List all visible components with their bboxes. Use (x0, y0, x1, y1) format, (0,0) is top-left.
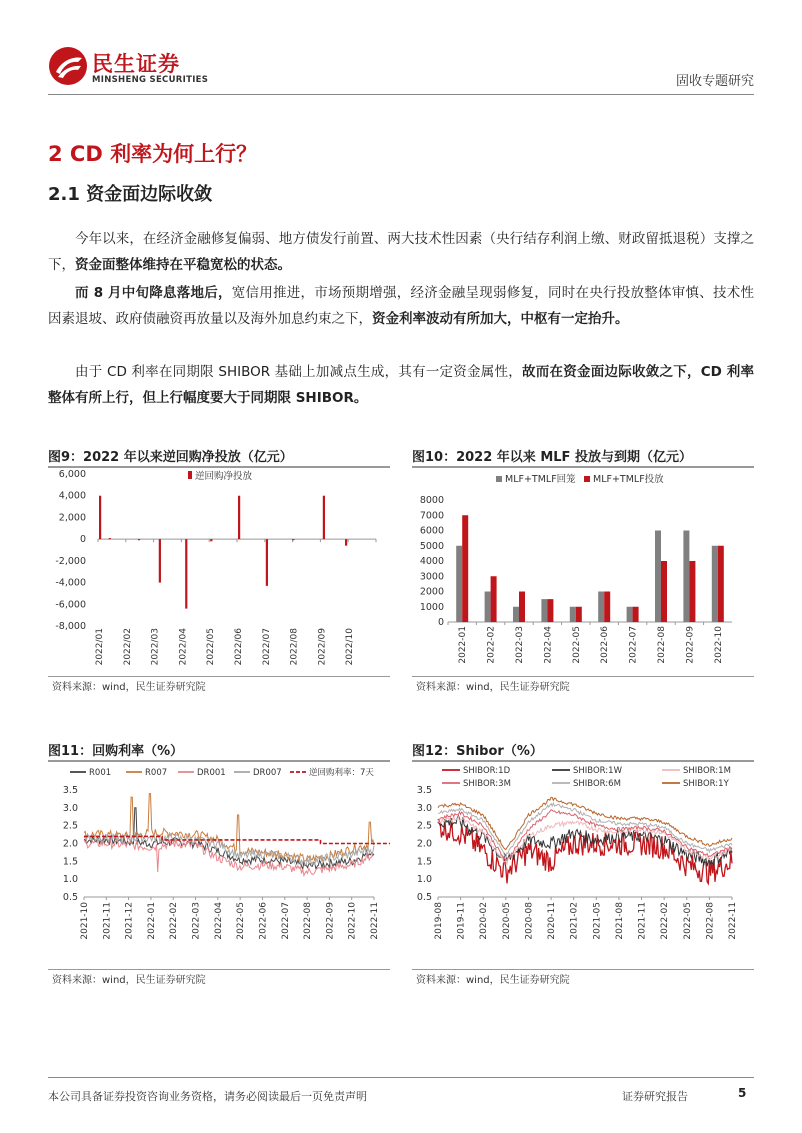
figure-11-title: 图11：回购利率（%） (48, 740, 390, 762)
x-tick-label: 2019-08 (434, 902, 444, 940)
figure-9-chart (48, 468, 390, 678)
figure-9-source-divider (48, 676, 390, 677)
footer-report-label: 证券研究报告 (622, 1090, 688, 1103)
y-tick-label: 3000 (419, 571, 444, 583)
x-tick-label: 2021-12 (124, 902, 135, 940)
legend-label: MLF+TMLF回笼 (505, 474, 576, 485)
figure-10-source-divider (412, 676, 754, 677)
x-tick-label: 2022-01 (458, 626, 469, 664)
bar-maturity (655, 531, 661, 623)
x-tick-label: 2022-03 (515, 626, 525, 664)
x-tick-label: 2022-05 (571, 626, 582, 664)
y-tick-label: 1.5 (62, 856, 78, 868)
x-tick-label: 2022-07 (280, 902, 291, 940)
footer-disclaimer: 本公司具备证券投资咨询业务资格，请务必阅读最后一页免责声明 (48, 1090, 367, 1103)
bar-issuance (462, 515, 468, 622)
x-tick-label: 2022-10 (713, 626, 724, 664)
legend-label: R007 (145, 768, 168, 778)
bar-issuance (661, 561, 667, 622)
paragraph-3 (48, 359, 754, 411)
page-header (0, 0, 802, 100)
x-tick-label: 2022-11 (370, 902, 380, 940)
x-tick-label: 2020-05 (501, 902, 512, 940)
figure-10-source: 资料来源：wind，民生证券研究院 (416, 682, 570, 693)
x-tick-label: 2022-09 (325, 902, 336, 940)
x-tick-label: 2021-02 (569, 902, 580, 940)
x-tick-label: 2020-02 (479, 902, 490, 940)
figure-12-source: 资料来源：wind，民生证券研究院 (416, 975, 570, 986)
x-tick-label: 2022-02 (660, 902, 671, 940)
y-tick-label: 2000 (419, 586, 444, 598)
figure-10-chart (412, 468, 754, 678)
bar-maturity (570, 607, 576, 622)
x-tick-label: 2022/05 (206, 628, 217, 666)
legend-swatch (496, 476, 502, 482)
y-tick-label: 0.5 (62, 892, 78, 903)
bar-maturity (513, 607, 519, 622)
x-tick-label: 2022/08 (289, 628, 300, 666)
paragraph-1 (48, 226, 754, 278)
figure-11-source: 资料来源：wind，民生证券研究院 (52, 975, 206, 986)
brand-name-en: MINSHENG SECURITIES (92, 75, 209, 85)
footer-divider (48, 1077, 754, 1078)
y-tick-label: 0 (79, 534, 86, 546)
x-tick-label: 2022-10 (347, 902, 358, 940)
x-tick-label: 2022/02 (122, 628, 133, 666)
x-tick-label: 2022-04 (213, 902, 224, 940)
x-tick-label: 2022-08 (657, 626, 667, 664)
paragraph-3-text: 由于 CD 利率在同期限 SHIBOR 基础上加减点生成，其有一定资金属性， (75, 364, 523, 380)
y-tick-label: 4000 (419, 556, 444, 567)
x-tick-label: 2020-08 (524, 902, 535, 940)
legend-label: MLF+TMLF投放 (593, 474, 664, 485)
paragraph-1-emphasis: 资金面整体维持在平稳宽松的状态。 (75, 257, 291, 273)
x-tick-label: 2022-04 (543, 626, 554, 664)
y-tick-label: 7000 (419, 510, 444, 522)
bar-issuance (576, 607, 582, 622)
bar-maturity (627, 607, 633, 622)
figure-12 (412, 740, 754, 990)
x-tick-label: 2022-03 (191, 902, 202, 940)
x-tick-label: 2022-02 (169, 902, 180, 940)
bar-issuance (689, 561, 695, 622)
bar-maturity (541, 599, 547, 622)
legend-label: SHIBOR:1Y (683, 779, 729, 789)
legend-label: SHIBOR:1D (463, 766, 511, 776)
report-type: 固收专题研究 (675, 74, 754, 89)
y-tick-label: 8000 (419, 495, 444, 506)
legend-label: DR001 (197, 768, 226, 778)
bar (238, 496, 240, 539)
bar-issuance (718, 546, 724, 622)
x-tick-label: 2021-11 (637, 902, 648, 940)
bar-issuance (547, 599, 553, 622)
y-tick-label: 2.5 (416, 820, 432, 832)
x-tick-label: 2022-08 (705, 902, 716, 940)
figure-11-source-divider (48, 969, 390, 970)
x-tick-label: 2021-11 (102, 902, 113, 940)
legend-label: R001 (89, 768, 112, 778)
y-tick-label: 2.0 (62, 838, 78, 850)
x-tick-label: 2022-09 (685, 626, 696, 664)
y-tick-label: 1000 (419, 601, 444, 613)
y-tick-label: 1.5 (416, 856, 432, 868)
x-tick-label: 2022/03 (150, 628, 161, 666)
brand-name-cn: 民生证券 (92, 52, 180, 76)
bar-issuance (519, 592, 525, 623)
y-tick-label: 2.0 (416, 838, 432, 850)
bar (159, 539, 161, 582)
figure-12-title: 图12：Shibor（%） (412, 740, 754, 762)
bar (345, 539, 347, 546)
x-tick-label: 2022/01 (95, 628, 105, 666)
paragraph-3-emphasis: 故而在资金面边际收敛之下，CD 利率整体有所上行，但上行幅度要大于同期限 SHIBOR。 (48, 364, 754, 406)
x-tick-label: 2022-02 (486, 626, 497, 664)
legend-label: 逆回购净投放 (195, 471, 253, 482)
legend-swatch (188, 471, 192, 479)
legend-label: SHIBOR:6M (573, 779, 621, 789)
y-tick-label: 1.0 (416, 874, 432, 886)
section-title: 2 CD 利率为何上行？ (48, 142, 258, 166)
bar (185, 539, 187, 608)
y-tick-label: 6,000 (58, 469, 86, 480)
paragraph-2-text: 宽信用推进，市场预期增强，经济金融呈现弱修复，同时在央行投放整体审慎、技术性因素退坡、政府债融资再放量以及海外加息约束之下， (48, 285, 755, 327)
figure-11 (48, 740, 390, 990)
x-tick-label: 2022/09 (317, 628, 328, 666)
x-tick-label: 2022-08 (303, 902, 314, 940)
y-tick-label: -8,000 (55, 621, 86, 632)
bar (292, 539, 294, 540)
series-line-shibor-3m (438, 810, 732, 860)
x-tick-label: 2022/07 (261, 628, 272, 666)
y-tick-label: 6000 (419, 525, 444, 537)
bar-maturity (485, 592, 491, 623)
legend-label: DR007 (253, 768, 282, 778)
figure-9-title: 图9：2022 年以来逆回购净投放（亿元） (48, 446, 390, 468)
x-tick-label: 2021-10 (80, 902, 90, 940)
bar-issuance (633, 607, 639, 622)
y-tick-label: 3.0 (62, 802, 78, 814)
x-tick-label: 2022-07 (628, 626, 639, 664)
figure-9 (48, 446, 390, 696)
y-tick-label: -6,000 (55, 599, 86, 611)
legend-label: SHIBOR:1W (573, 766, 622, 776)
y-tick-label: -2,000 (55, 555, 86, 567)
bar (323, 496, 325, 539)
bar (99, 496, 101, 539)
bar-issuance (491, 576, 497, 622)
bar-issuance (604, 592, 610, 623)
paragraph-2-emphasis: 资金利率波动有所加大，中枢有一定抬升。 (372, 311, 629, 327)
bar (109, 538, 111, 539)
y-tick-label: -4,000 (55, 577, 86, 589)
figure-12-source-divider (412, 969, 754, 970)
x-tick-label: 2022-06 (600, 626, 611, 664)
x-tick-label: 2022/04 (178, 628, 189, 666)
bar (138, 539, 140, 540)
subsection-title: 2.1 资金面边际收敛 (48, 184, 213, 205)
bar (210, 539, 212, 541)
x-tick-label: 2022-05 (682, 902, 693, 940)
x-tick-label: 2019-11 (456, 902, 467, 940)
x-tick-label: 2022-11 (728, 902, 738, 940)
x-tick-label: 2020-11 (547, 902, 558, 940)
x-tick-label: 2022-06 (258, 902, 269, 940)
bar-maturity (712, 546, 718, 622)
y-tick-label: 5000 (419, 540, 444, 552)
x-tick-label: 2021-05 (592, 902, 603, 940)
paragraph-2-lead: 而 8 月中旬降息落地后， (75, 285, 232, 301)
figure-10-title: 图10：2022 年以来 MLF 投放与到期（亿元） (412, 446, 754, 468)
header-divider (48, 94, 754, 95)
figure-9-source: 资料来源：wind，民生证券研究院 (52, 682, 206, 693)
x-tick-label: 2021-08 (614, 902, 625, 940)
legend-swatch (584, 476, 590, 482)
bar (266, 539, 268, 586)
y-tick-label: 0 (437, 617, 444, 628)
figure-11-chart (48, 762, 390, 968)
y-tick-label: 0.5 (416, 892, 432, 903)
y-tick-label: 1.0 (62, 874, 78, 886)
bar-maturity (683, 531, 689, 623)
page-number: 5 (738, 1086, 747, 1100)
x-tick-label: 2022/10 (345, 628, 356, 666)
y-tick-label: 2,000 (58, 512, 86, 524)
minsheng-logo-icon (48, 46, 88, 86)
bar-maturity (598, 592, 604, 623)
y-tick-label: 3.5 (62, 785, 78, 796)
legend-label: SHIBOR:1M (683, 766, 731, 776)
x-tick-label: 2022-05 (236, 902, 247, 940)
bar-maturity (456, 546, 462, 622)
y-tick-label: 2.5 (62, 820, 78, 832)
legend-label: 逆回购利率：7天 (309, 768, 374, 778)
y-tick-label: 3.0 (416, 802, 432, 814)
figure-12-chart (412, 762, 754, 968)
figure-10 (412, 446, 754, 696)
paragraph-2 (48, 280, 754, 332)
paragraph-1-text: 今年以来，在经济金融修复偏弱、地方债发行前置、两大技术性因素（央行结存利润上缴、财政留抵退税）支撑之下， (48, 231, 754, 273)
x-tick-label: 2022/06 (234, 628, 244, 666)
x-tick-label: 2022-01 (146, 902, 157, 940)
y-tick-label: 4,000 (58, 490, 86, 502)
y-tick-label: 3.5 (416, 785, 432, 796)
legend-label: SHIBOR:3M (463, 779, 511, 789)
